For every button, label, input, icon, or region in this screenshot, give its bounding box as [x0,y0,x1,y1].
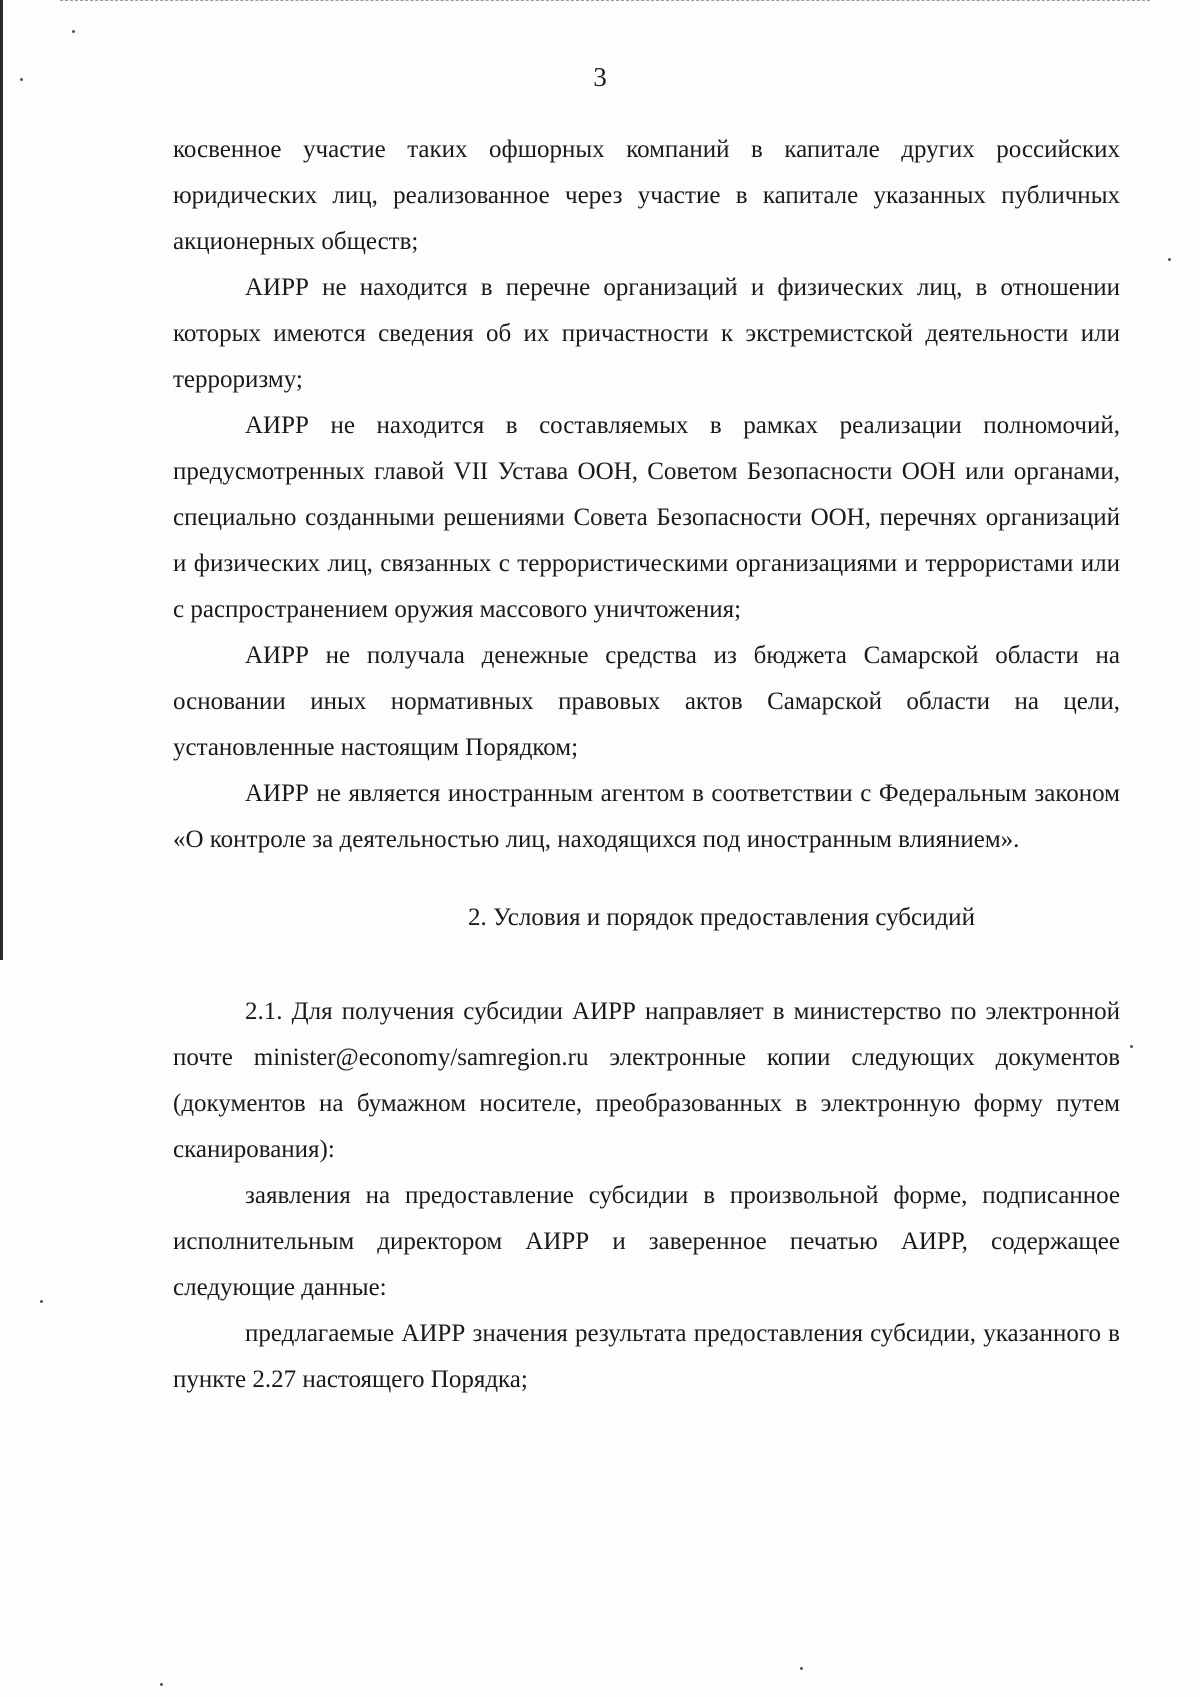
paragraph-3: АИРР не находится в составляемых в рамках реализации полномочий, предусмотренных главой VII Устава ООН, Советом Безопасности ООН или органами, специально созданными решениями Совета Безопасности ООН, перечнях организаций и физических лиц, связанных с террористическими организациями и террористами или с распространением оружия массового уничтожения; [173,412,1120,623]
document-body [173,127,1120,1403]
paragraph-8: предлагаемые АИРР значения результата предоставления субсидии, указанного в пункте 2.27 настоящего Порядка; [173,1320,1120,1393]
paragraph-1: косвенное участие таких офшорных компаний в капитале других российских юридических лиц, реализованное через участие в капитале указанных публичных акционерных обществ; [173,136,1120,255]
paragraph-7: заявления на предоставление субсидии в произвольной форме, подписанное исполнительным директором АИРР и заверенное печатью АИРР, содержащее следующие данные: [173,1182,1120,1301]
scan-speck [40,1300,43,1303]
page-number: 3 [593,62,607,92]
scan-speck [1130,1045,1133,1048]
scan-top-marks [60,0,1150,5]
paragraph-4: АИРР не получала денежные средства из бюджета Самарской области на основании иных нормативных правовых актов Самарской области на цели, установленные настоящим Порядком; [173,642,1120,761]
scan-speck [20,78,23,81]
paragraph-6: 2.1. Для получения субсидии АИРР направляет в министерство по электронной почте minister@economy/samregion.ru электронные копии следующих документов (документов на бумажном носителе, преобразованных в электронную форму путем сканирования): [173,998,1120,1163]
section-heading: 2. Условия и порядок предоставления субсидий [468,904,975,931]
paragraph-2: АИРР не находится в перечне организаций и физических лиц, в отношении которых имеются сведения об их причастности к экстремистской деятельности или терроризму; [173,274,1120,393]
paragraph-5: АИРР не является иностранным агентом в соответствии с Федеральным законом «О контроле за деятельностью лиц, находящихся под иностранным влиянием». [173,780,1120,853]
scan-speck [160,1683,163,1686]
scan-speck [1168,258,1171,261]
scan-edge-artifact [0,0,3,960]
scan-speck [72,30,75,33]
scan-speck [800,1667,803,1670]
